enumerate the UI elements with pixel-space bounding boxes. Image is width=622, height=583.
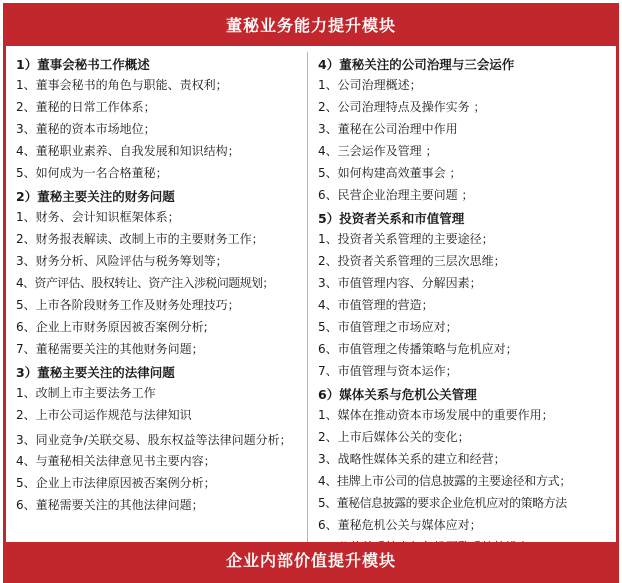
section-title: 6）媒体关系与危机公关管理 [318,387,477,402]
list-item: 2、上市后媒体公关的变化； [318,430,470,444]
left-column [6,52,308,542]
footer-title: 企业内部价值提升模块 [225,551,396,570]
list-item: 1、财务、会计知识框架体系； [16,210,180,224]
list-item: 5、董秘信息披露的要求企业危机应对的策略方法 [318,496,567,510]
module-panel [3,3,619,583]
list-item: 5、上市各阶段财务工作及财务处理技巧； [16,298,240,312]
list-item: 3、市值管理内容、分解因素； [318,276,482,290]
right-column [309,52,616,542]
section-title: 2）董秘主要关注的财务问题 [16,189,175,204]
list-item: 6、市值管理之传播策略与危机应对； [318,342,518,356]
list-item: 6、董秘危机公关与媒体应对； [318,518,482,532]
list-item: 4、与董秘相关法律意见书主要内容； [16,454,216,468]
section-title: 4）董秘关注的公司治理与三会运作 [318,57,515,72]
list-item: 5、企业上市法律原因被否案例分析； [16,476,216,490]
list-item: 6、企业上市财务原因被否案例分析; [16,320,208,334]
header-bar [6,6,616,46]
list-item: 1、改制上市主要法务工作 [16,386,156,400]
list-item: 1、董事会秘书的角色与职能、责权利； [16,78,228,92]
list-item: 2、董秘的日常工作体系； [16,100,156,114]
section-title: 3）董秘主要关注的法律问题 [16,365,175,380]
list-item: 5、市值管理之市场应对； [318,320,458,334]
list-item: 7、董秘需要关注的其他财务问题； [16,342,204,356]
list-item: 2、公司治理特点及操作实务 ； [318,100,486,114]
section-5 [318,209,610,380]
list-item: 3、同业竞争/关联交易、股东权益等法律问题分析； [16,433,292,447]
list-item: 1、媒体在推动资本市场发展中的重要作用； [318,408,554,422]
list-item: 4、三会运作及管理 ； [318,144,438,158]
section-6 [318,385,610,556]
list-item: 3、财务分析、风险评估与税务筹划等； [16,254,228,268]
list-item: 4、资产评估、股权转让、资产注入涉税问题规划； [16,276,274,290]
list-item: 1、投资者关系管理的主要途径； [318,232,494,246]
section-1 [16,55,301,182]
list-item: 3、董秘在公司治理中作用 [318,122,458,136]
list-item: 5、如何成为一名合格董秘； [16,166,168,180]
list-item: 6、董秘需要关注的其他法律问题； [16,498,204,512]
list-item: 7、市值管理与资本运作； [318,364,458,378]
header-title: 董秘业务能力提升模块 [225,16,396,35]
section-3 [16,363,301,514]
section-title: 1）董事会秘书工作概述 [16,57,150,72]
list-item: 4、市值管理的营造； [318,298,434,312]
section-title: 5）投资者关系和市值管理 [318,211,465,226]
list-item: 2、财务报表解读、改制上市的主要财务工作； [16,232,264,246]
list-item: 6、民营企业治理主要问题 ； [318,188,474,202]
list-item: 1、公司治理概述； [318,78,422,92]
list-item: 4、董秘职业素养、自我发展和知识结构； [16,144,240,158]
list-item: 2、投资者关系管理的三层次思维； [318,254,506,268]
list-item: 5、如何构建高效董事会 ； [318,166,462,180]
section-2 [16,187,301,358]
list-item: 3、董秘的资本市场地位； [16,122,156,136]
list-item: 2、上市公司运作规范与法律知识 [16,408,192,422]
list-item: 3、战略性媒体关系的建立和经营； [318,452,506,466]
list-item: 4、挂牌上市公司的信息披露的主要途径和方式； [318,474,572,488]
section-4 [318,55,610,204]
footer-bar [6,542,616,580]
